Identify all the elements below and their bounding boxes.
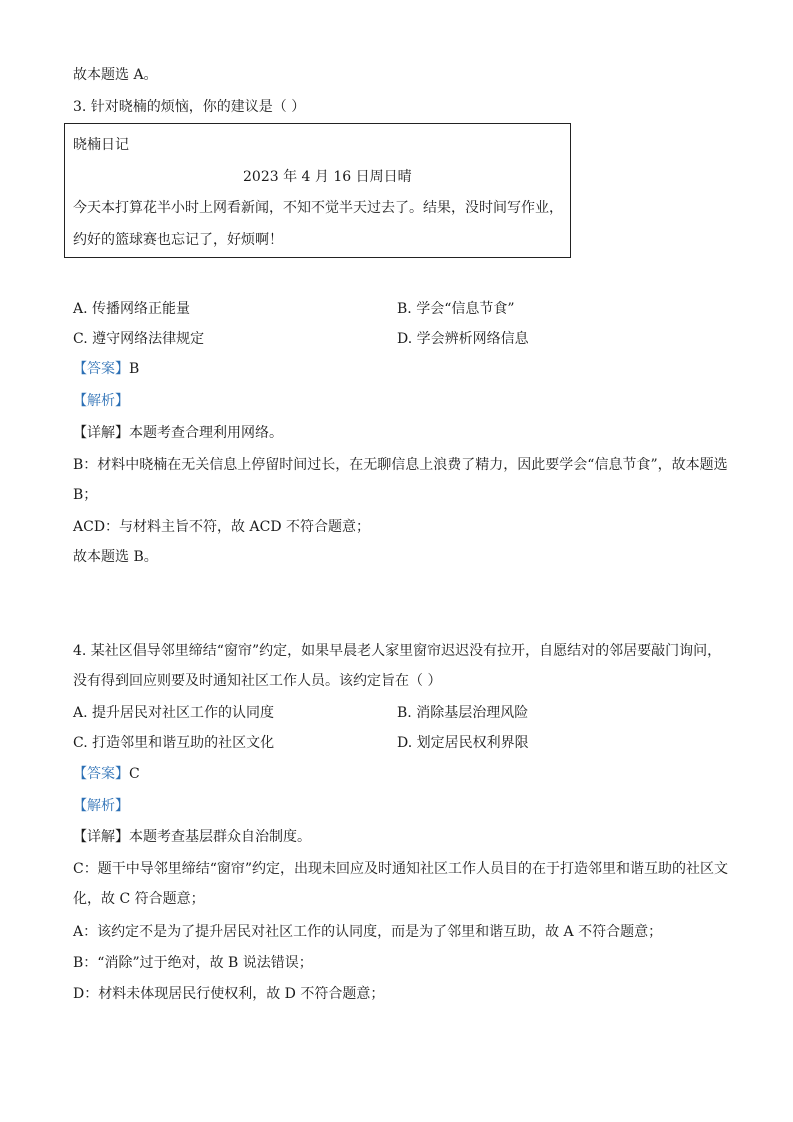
- diary-date: 2023 年 4 月 16 日周日晴: [243, 169, 412, 185]
- answer-value: B: [129, 361, 140, 377]
- q3-option-d: D. 学会辨析网络信息: [397, 331, 529, 347]
- q3-option-a: A. 传播网络正能量: [73, 301, 191, 317]
- q4-option-c: C. 打造邻里和谐互助的社区文化: [73, 735, 275, 751]
- q4-explain-c-line-2: 化，故 C 符合题意；: [73, 891, 205, 907]
- q4-explain-c-line-1: C：题干中导邻里缔结“窗帘”约定，出现未回应及时通知社区工作人员目的在于打造邻里和谐互助的社区文: [73, 861, 729, 877]
- detail-text: 本题考查合理利用网络。: [129, 425, 283, 441]
- q4-analysis-tag: 【解析】: [73, 798, 129, 814]
- q3-explain-acd: ACD：与材料主旨不符，故 ACD 不符合题意；: [73, 519, 370, 535]
- q4-explain-b: B：“消除”过于绝对，故 B 说法错误；: [73, 955, 313, 971]
- question-4-stem-line-2: 没有得到回应则要及时通知社区工作人员。该约定旨在（ ）: [73, 673, 442, 689]
- q4-explain-d: D：材料未体现居民行使权利，故 D 不符合题意；: [73, 986, 385, 1002]
- q4-detail: [73, 827, 311, 847]
- q3-detail: [73, 423, 283, 443]
- detail-text: 本题考查基层群众自治制度。: [129, 829, 311, 845]
- detail-tag: 【详解】: [73, 425, 129, 441]
- detail-tag: 【详解】: [73, 829, 129, 845]
- q4-option-b: B. 消除基层治理风险: [397, 705, 529, 721]
- q4-answer: [73, 764, 140, 784]
- q3-option-b: B. 学会“信息节食”: [397, 301, 515, 317]
- answer-tag: 【答案】: [73, 766, 129, 782]
- q3-answer: [73, 359, 139, 379]
- q3-analysis-tag: 【解析】: [73, 393, 129, 409]
- q4-option-d: D. 划定居民权利界限: [397, 735, 529, 751]
- q3-explain-b-line-1: B：材料中晓楠在无关信息上停留时间过长，在无聊信息上浪费了精力，因此要学会“信息节食”，故本题选: [73, 457, 728, 473]
- answer-tag: 【答案】: [73, 361, 129, 377]
- conclusion-q2: 故本题选 A。: [73, 67, 158, 83]
- diary-box: [64, 123, 571, 258]
- q3-conclusion: 故本题选 B。: [73, 549, 158, 565]
- answer-value: C: [129, 766, 140, 782]
- q3-option-c: C. 遵守网络法律规定: [73, 331, 205, 347]
- diary-text-line-1: 今天本打算花半小时上网看新闻，不知不觉半天过去了。结果，没时间写作业，: [73, 200, 563, 216]
- q4-option-a: A. 提升居民对社区工作的认同度: [73, 705, 275, 721]
- q3-explain-b-line-2: B；: [73, 487, 98, 503]
- question-3-stem: 3. 针对晓楠的烦恼，你的建议是（ ）: [73, 99, 306, 115]
- diary-title: 晓楠日记: [73, 137, 129, 153]
- question-4-stem-line-1: 4. 某社区倡导邻里缔结“窗帘”约定，如果早晨老人家里窗帘迟迟没有拉开，自愿结对的邻居要敲门询问，: [73, 643, 722, 659]
- diary-text-line-2: 约好的篮球赛也忘记了，好烦啊！: [73, 232, 283, 248]
- q4-explain-a: A：该约定不是为了提升居民对社区工作的认同度，而是为了邻里和谐互助，故 A 不符合题意；: [73, 924, 663, 940]
